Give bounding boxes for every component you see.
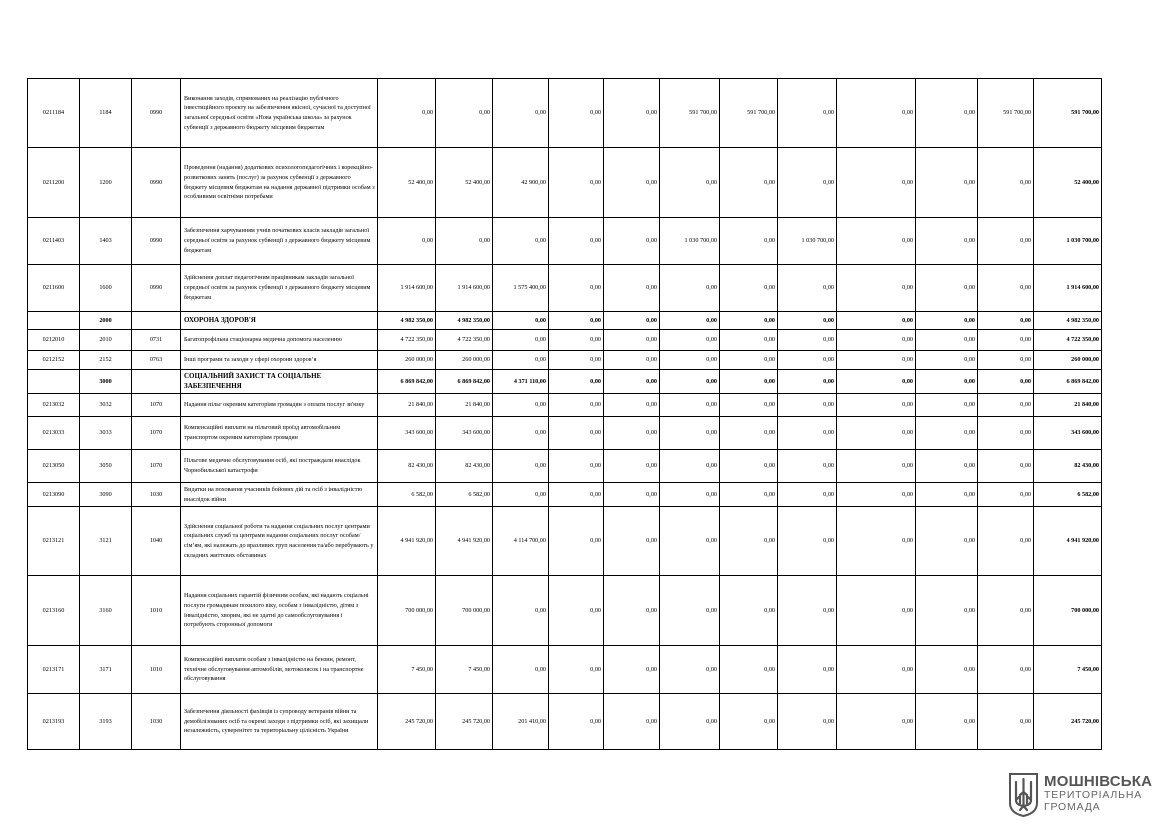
amount-cell: 21 840,00 — [378, 394, 436, 417]
amount-cell: 0,00 — [978, 483, 1034, 507]
table-row — [28, 646, 1102, 694]
amount-cell: 591 700,00 — [720, 79, 778, 148]
amount-cell: 0,00 — [436, 218, 493, 265]
tpkvk-code-cell: 3160 — [80, 576, 132, 646]
tpkvk-code-cell: 1200 — [80, 148, 132, 218]
amount-cell: 0,00 — [778, 507, 837, 576]
amount-cell: 6 869 842,00 — [436, 370, 493, 394]
amount-cell: 6 582,00 — [436, 483, 493, 507]
program-code-cell: 0213121 — [28, 507, 80, 576]
amount-cell: 0,00 — [916, 265, 978, 312]
amount-cell: 0,00 — [493, 417, 549, 450]
program-code-cell: 0213171 — [28, 646, 80, 694]
amount-cell: 0,00 — [604, 370, 660, 394]
amount-cell: 0,00 — [778, 646, 837, 694]
amount-cell: 0,00 — [549, 79, 604, 148]
amount-cell: 0,00 — [660, 265, 720, 312]
amount-cell: 0,00 — [549, 312, 604, 330]
amount-cell: 0,00 — [837, 646, 916, 694]
table-row — [28, 394, 1102, 417]
program-name-cell: Компенсаційні виплати особам з інвалідністю на бензин, ремонт, технічне обслуговування автомобілів, мотоколясок і на транспортне обслуговування — [181, 646, 378, 694]
amount-cell: 0,00 — [837, 417, 916, 450]
amount-cell: 6 582,00 — [378, 483, 436, 507]
amount-cell: 0,00 — [720, 646, 778, 694]
amount-cell: 0,00 — [660, 646, 720, 694]
table-row — [28, 450, 1102, 483]
program-name-cell: Пільгове медичне обслуговування осіб, які постраждали внаслідок Чорнобильської катастрофи — [181, 450, 378, 483]
amount-cell: 0,00 — [720, 312, 778, 330]
amount-cell: 0,00 — [837, 79, 916, 148]
amount-cell: 0,00 — [549, 265, 604, 312]
amount-cell: 7 450,00 — [436, 646, 493, 694]
table-row — [28, 694, 1102, 750]
amount-cell: 0,00 — [837, 265, 916, 312]
amount-cell: 0,00 — [978, 394, 1034, 417]
program-name-cell: Здійснення соціальної роботи та надання соціальних послуг центрами соціальних служб та центрами надання соціальних послуг особам/сім’ям, які належать до вразливих груп населення та/або перебувають у складних життєвих обставинах — [181, 507, 378, 576]
total-amount-cell: 4 941 920,00 — [1034, 507, 1102, 576]
tpkvk-code-cell: 2010 — [80, 330, 132, 351]
program-name-cell: Багатопрофільна стаціонарна медична допомога населенню — [181, 330, 378, 351]
tpkvk-code-cell: 1184 — [80, 79, 132, 148]
amount-cell: 0,00 — [978, 330, 1034, 351]
amount-cell: 0,00 — [978, 148, 1034, 218]
amount-cell: 0,00 — [778, 576, 837, 646]
amount-cell: 0,00 — [720, 417, 778, 450]
program-code-cell: 0213050 — [28, 450, 80, 483]
amount-cell: 0,00 — [660, 694, 720, 750]
amount-cell: 0,00 — [604, 450, 660, 483]
program-code-cell: 0211600 — [28, 265, 80, 312]
amount-cell: 0,00 — [837, 218, 916, 265]
total-amount-cell: 6 582,00 — [1034, 483, 1102, 507]
amount-cell: 0,00 — [720, 450, 778, 483]
amount-cell: 82 430,00 — [436, 450, 493, 483]
amount-cell: 0,00 — [916, 417, 978, 450]
amount-cell: 0,00 — [916, 148, 978, 218]
total-amount-cell: 1 030 700,00 — [1034, 218, 1102, 265]
amount-cell: 0,00 — [720, 394, 778, 417]
amount-cell: 0,00 — [837, 312, 916, 330]
amount-cell: 0,00 — [978, 450, 1034, 483]
program-code-cell: 0211184 — [28, 79, 80, 148]
budget-table-body — [28, 79, 1102, 750]
amount-cell: 0,00 — [493, 394, 549, 417]
amount-cell: 0,00 — [604, 148, 660, 218]
table-row — [28, 330, 1102, 351]
amount-cell: 0,00 — [978, 265, 1034, 312]
amount-cell: 0,00 — [778, 694, 837, 750]
amount-cell: 21 840,00 — [436, 394, 493, 417]
amount-cell: 4 941 920,00 — [378, 507, 436, 576]
amount-cell: 0,00 — [978, 507, 1034, 576]
program-code-cell: 0213090 — [28, 483, 80, 507]
logo-subtitle-2: ГРОМАДА — [1044, 801, 1101, 813]
amount-cell: 0,00 — [778, 312, 837, 330]
tpkvk-code-cell: 1403 — [80, 218, 132, 265]
amount-cell: 0,00 — [978, 646, 1034, 694]
amount-cell: 0,00 — [778, 417, 837, 450]
amount-cell: 0,00 — [660, 351, 720, 370]
amount-cell: 52 400,00 — [378, 148, 436, 218]
table-row — [28, 576, 1102, 646]
logo-subtitle-1: ТЕРИТОРІАЛЬНА — [1044, 789, 1142, 801]
amount-cell: 0,00 — [604, 483, 660, 507]
amount-cell: 0,00 — [978, 218, 1034, 265]
total-amount-cell: 245 720,00 — [1034, 694, 1102, 750]
amount-cell: 0,00 — [549, 507, 604, 576]
amount-cell: 0,00 — [493, 450, 549, 483]
program-name-cell: Видатки на поховання учасників бойових дій та осіб з інвалідністю внаслідок війни — [181, 483, 378, 507]
amount-cell: 0,00 — [660, 148, 720, 218]
amount-cell: 0,00 — [837, 148, 916, 218]
program-name-cell: Надання пільг окремим категоріям громадян з оплати послуг зв'язку — [181, 394, 378, 417]
kfkvk-code-cell: 0990 — [132, 265, 181, 312]
amount-cell: 245 720,00 — [436, 694, 493, 750]
amount-cell: 0,00 — [378, 79, 436, 148]
amount-cell: 700 000,00 — [378, 576, 436, 646]
table-row — [28, 507, 1102, 576]
tpkvk-code-cell: 3033 — [80, 417, 132, 450]
kfkvk-code-cell: 0990 — [132, 218, 181, 265]
amount-cell: 0,00 — [837, 394, 916, 417]
total-amount-cell: 82 430,00 — [1034, 450, 1102, 483]
amount-cell: 0,00 — [604, 330, 660, 351]
amount-cell: 0,00 — [549, 148, 604, 218]
amount-cell: 4 722 350,00 — [436, 330, 493, 351]
amount-cell: 0,00 — [837, 370, 916, 394]
budget-table — [27, 78, 1102, 750]
amount-cell: 0,00 — [978, 312, 1034, 330]
total-amount-cell: 6 869 842,00 — [1034, 370, 1102, 394]
table-row — [28, 79, 1102, 148]
kfkvk-code-cell: 1040 — [132, 507, 181, 576]
amount-cell: 0,00 — [549, 351, 604, 370]
amount-cell: 1 914 600,00 — [436, 265, 493, 312]
amount-cell: 0,00 — [604, 312, 660, 330]
amount-cell: 0,00 — [660, 370, 720, 394]
amount-cell: 0,00 — [660, 312, 720, 330]
amount-cell: 1 030 700,00 — [778, 218, 837, 265]
kfkvk-code-cell: 1070 — [132, 394, 181, 417]
amount-cell: 0,00 — [778, 483, 837, 507]
amount-cell: 0,00 — [720, 576, 778, 646]
amount-cell: 260 000,00 — [436, 351, 493, 370]
community-logo — [1008, 772, 1153, 820]
amount-cell: 0,00 — [549, 370, 604, 394]
amount-cell: 0,00 — [436, 79, 493, 148]
trident-coat-of-arms-icon — [1008, 773, 1039, 817]
amount-cell: 0,00 — [493, 218, 549, 265]
amount-cell: 0,00 — [837, 694, 916, 750]
amount-cell: 0,00 — [916, 79, 978, 148]
amount-cell: 0,00 — [549, 646, 604, 694]
amount-cell: 0,00 — [778, 265, 837, 312]
amount-cell: 0,00 — [916, 218, 978, 265]
kfkvk-code-cell — [132, 312, 181, 330]
amount-cell: 0,00 — [778, 370, 837, 394]
table-group-row — [28, 312, 1102, 330]
amount-cell: 1 030 700,00 — [660, 218, 720, 265]
amount-cell: 0,00 — [837, 576, 916, 646]
program-code-cell: 0213193 — [28, 694, 80, 750]
amount-cell: 0,00 — [604, 646, 660, 694]
amount-cell: 0,00 — [660, 417, 720, 450]
amount-cell: 0,00 — [660, 330, 720, 351]
amount-cell: 1 575 400,00 — [493, 265, 549, 312]
amount-cell: 0,00 — [837, 330, 916, 351]
table-row — [28, 351, 1102, 370]
kfkvk-code-cell: 0990 — [132, 79, 181, 148]
amount-cell: 0,00 — [660, 576, 720, 646]
amount-cell: 0,00 — [493, 483, 549, 507]
table-row — [28, 218, 1102, 265]
program-code-cell: 0211200 — [28, 148, 80, 218]
amount-cell: 0,00 — [549, 694, 604, 750]
amount-cell: 0,00 — [604, 351, 660, 370]
table-row — [28, 265, 1102, 312]
program-name-cell: СОЦІАЛЬНИЙ ЗАХИСТ ТА СОЦІАЛЬНЕ ЗАБЕЗПЕЧЕННЯ — [181, 370, 378, 394]
amount-cell: 0,00 — [837, 450, 916, 483]
total-amount-cell: 4 722 350,00 — [1034, 330, 1102, 351]
kfkvk-code-cell — [132, 370, 181, 394]
program-name-cell: Надання соціальних гарантій фізичним особам, які надають соціальні послуги громадянам похилого віку, особам з інвалідністю, дітям з інвалідністю, хворим, які не здатні до самообслуговування і потребують сторонньої допомоги — [181, 576, 378, 646]
amount-cell: 0,00 — [778, 351, 837, 370]
amount-cell: 201 410,00 — [493, 694, 549, 750]
program-code-cell: 0212152 — [28, 351, 80, 370]
tpkvk-code-cell: 1600 — [80, 265, 132, 312]
amount-cell: 260 000,00 — [378, 351, 436, 370]
kfkvk-code-cell: 1030 — [132, 694, 181, 750]
program-code-cell: 0211403 — [28, 218, 80, 265]
tpkvk-code-cell: 3050 — [80, 450, 132, 483]
tpkvk-code-cell: 3090 — [80, 483, 132, 507]
amount-cell: 0,00 — [720, 370, 778, 394]
table-group-row — [28, 370, 1102, 394]
amount-cell: 0,00 — [778, 450, 837, 483]
amount-cell: 0,00 — [720, 330, 778, 351]
kfkvk-code-cell: 0731 — [132, 330, 181, 351]
amount-cell: 0,00 — [720, 351, 778, 370]
kfkvk-code-cell: 0990 — [132, 148, 181, 218]
amount-cell: 1 914 600,00 — [378, 265, 436, 312]
amount-cell: 0,00 — [916, 394, 978, 417]
total-amount-cell: 591 700,00 — [1034, 79, 1102, 148]
program-name-cell: ОХОРОНА ЗДОРОВ'Я — [181, 312, 378, 330]
amount-cell: 0,00 — [604, 507, 660, 576]
total-amount-cell: 21 840,00 — [1034, 394, 1102, 417]
total-amount-cell: 343 600,00 — [1034, 417, 1102, 450]
amount-cell: 591 700,00 — [660, 79, 720, 148]
kfkvk-code-cell: 1030 — [132, 483, 181, 507]
table-row — [28, 148, 1102, 218]
amount-cell: 0,00 — [604, 79, 660, 148]
kfkvk-code-cell: 0763 — [132, 351, 181, 370]
tpkvk-code-cell: 3171 — [80, 646, 132, 694]
kfkvk-code-cell: 1010 — [132, 646, 181, 694]
total-amount-cell: 52 400,00 — [1034, 148, 1102, 218]
amount-cell: 52 400,00 — [436, 148, 493, 218]
amount-cell: 0,00 — [660, 483, 720, 507]
amount-cell: 0,00 — [978, 576, 1034, 646]
amount-cell: 0,00 — [837, 507, 916, 576]
program-name-cell: Компенсаційні виплати на пільговий проїзд автомобільним транспортом окремим категоріям громадян — [181, 417, 378, 450]
amount-cell: 0,00 — [978, 694, 1034, 750]
amount-cell: 0,00 — [778, 330, 837, 351]
amount-cell: 0,00 — [978, 370, 1034, 394]
total-amount-cell: 1 914 600,00 — [1034, 265, 1102, 312]
amount-cell: 0,00 — [916, 370, 978, 394]
amount-cell: 4 982 350,00 — [436, 312, 493, 330]
table-row — [28, 417, 1102, 450]
program-code-cell: 0212010 — [28, 330, 80, 351]
tpkvk-code-cell: 2152 — [80, 351, 132, 370]
amount-cell: 42 900,00 — [493, 148, 549, 218]
tpkvk-code-cell: 3000 — [80, 370, 132, 394]
amount-cell: 0,00 — [916, 450, 978, 483]
amount-cell: 4 371 110,00 — [493, 370, 549, 394]
amount-cell: 0,00 — [604, 394, 660, 417]
program-name-cell: Виконання заходів, спрямованих на реалізацію публічного інвестиційного проекту на забезпечення якісної, сучасної та доступної загальної середньої освіти «Нова українська школа» за рахунок субвенції з державного бюджету місцевим бюджетам — [181, 79, 378, 148]
program-name-cell: Забезпечення діяльності фахівців із супроводу ветеранів війни та демобілізованих осіб та окремі заходи з підтримки осіб, які захищали незалежність, суверенітет та територіальну цілісність України — [181, 694, 378, 750]
amount-cell: 4 941 920,00 — [436, 507, 493, 576]
amount-cell: 0,00 — [493, 330, 549, 351]
amount-cell: 0,00 — [493, 312, 549, 330]
amount-cell: 0,00 — [916, 646, 978, 694]
amount-cell: 0,00 — [916, 351, 978, 370]
amount-cell: 0,00 — [549, 330, 604, 351]
amount-cell: 0,00 — [604, 694, 660, 750]
amount-cell: 0,00 — [549, 576, 604, 646]
amount-cell: 0,00 — [493, 576, 549, 646]
amount-cell: 0,00 — [778, 79, 837, 148]
amount-cell: 0,00 — [916, 507, 978, 576]
total-amount-cell: 260 000,00 — [1034, 351, 1102, 370]
amount-cell: 4 114 700,00 — [493, 507, 549, 576]
amount-cell: 0,00 — [720, 148, 778, 218]
program-name-cell: Інші програми та заходи у сфері охорони здоров’я — [181, 351, 378, 370]
tpkvk-code-cell: 3193 — [80, 694, 132, 750]
amount-cell: 343 600,00 — [436, 417, 493, 450]
amount-cell: 6 869 842,00 — [378, 370, 436, 394]
amount-cell: 0,00 — [916, 483, 978, 507]
amount-cell: 0,00 — [978, 417, 1034, 450]
amount-cell: 0,00 — [549, 394, 604, 417]
total-amount-cell: 7 450,00 — [1034, 646, 1102, 694]
amount-cell: 0,00 — [604, 576, 660, 646]
amount-cell: 0,00 — [493, 79, 549, 148]
amount-cell: 4 722 350,00 — [378, 330, 436, 351]
amount-cell: 0,00 — [778, 394, 837, 417]
tpkvk-code-cell: 3121 — [80, 507, 132, 576]
amount-cell: 0,00 — [916, 330, 978, 351]
amount-cell: 0,00 — [378, 218, 436, 265]
amount-cell: 0,00 — [720, 265, 778, 312]
amount-cell: 0,00 — [916, 576, 978, 646]
program-name-cell: Проведення (надання) додаткових психологопедагогічних і корекційно-розвиткових занять (послуг) за рахунок субвенції з державного бюджету місцевим бюджетам на надання державної підтримки особам з особливими освітніми потребами — [181, 148, 378, 218]
amount-cell: 0,00 — [720, 483, 778, 507]
amount-cell: 0,00 — [604, 265, 660, 312]
logo-title: МОШНІВСЬКА — [1044, 773, 1153, 790]
amount-cell: 0,00 — [916, 312, 978, 330]
kfkvk-code-cell: 1070 — [132, 417, 181, 450]
amount-cell: 82 430,00 — [378, 450, 436, 483]
amount-cell: 0,00 — [778, 148, 837, 218]
amount-cell: 0,00 — [604, 218, 660, 265]
program-code-cell — [28, 312, 80, 330]
amount-cell: 0,00 — [493, 351, 549, 370]
amount-cell: 0,00 — [720, 507, 778, 576]
amount-cell: 0,00 — [660, 507, 720, 576]
amount-cell: 0,00 — [837, 483, 916, 507]
amount-cell: 591 700,00 — [978, 79, 1034, 148]
program-code-cell — [28, 370, 80, 394]
amount-cell: 0,00 — [916, 694, 978, 750]
program-name-cell: Забезпечення харчуванням учнів початкових класів закладів загальної середньої освіти за рахунок субвенції з державного бюджету місцевим бюджетам — [181, 218, 378, 265]
amount-cell: 0,00 — [720, 218, 778, 265]
amount-cell: 245 720,00 — [378, 694, 436, 750]
amount-cell: 4 982 350,00 — [378, 312, 436, 330]
amount-cell: 0,00 — [720, 694, 778, 750]
program-code-cell: 0213032 — [28, 394, 80, 417]
kfkvk-code-cell: 1010 — [132, 576, 181, 646]
program-code-cell: 0213160 — [28, 576, 80, 646]
amount-cell: 0,00 — [493, 646, 549, 694]
amount-cell: 0,00 — [549, 483, 604, 507]
table-row — [28, 483, 1102, 507]
amount-cell: 0,00 — [978, 351, 1034, 370]
tpkvk-code-cell: 2000 — [80, 312, 132, 330]
amount-cell: 0,00 — [660, 394, 720, 417]
amount-cell: 0,00 — [549, 450, 604, 483]
program-code-cell: 0213033 — [28, 417, 80, 450]
amount-cell: 0,00 — [549, 417, 604, 450]
tpkvk-code-cell: 3032 — [80, 394, 132, 417]
amount-cell: 700 000,00 — [436, 576, 493, 646]
amount-cell: 343 600,00 — [378, 417, 436, 450]
amount-cell: 7 450,00 — [378, 646, 436, 694]
amount-cell: 0,00 — [604, 417, 660, 450]
amount-cell: 0,00 — [660, 450, 720, 483]
total-amount-cell: 4 982 350,00 — [1034, 312, 1102, 330]
total-amount-cell: 700 000,00 — [1034, 576, 1102, 646]
amount-cell: 0,00 — [837, 351, 916, 370]
amount-cell: 0,00 — [549, 218, 604, 265]
program-name-cell: Здійснення доплат педагогічним працівникам закладів загальної середньої освіти за рахунок субвенції з державного бюджету місцевим бюджетам — [181, 265, 378, 312]
kfkvk-code-cell: 1070 — [132, 450, 181, 483]
